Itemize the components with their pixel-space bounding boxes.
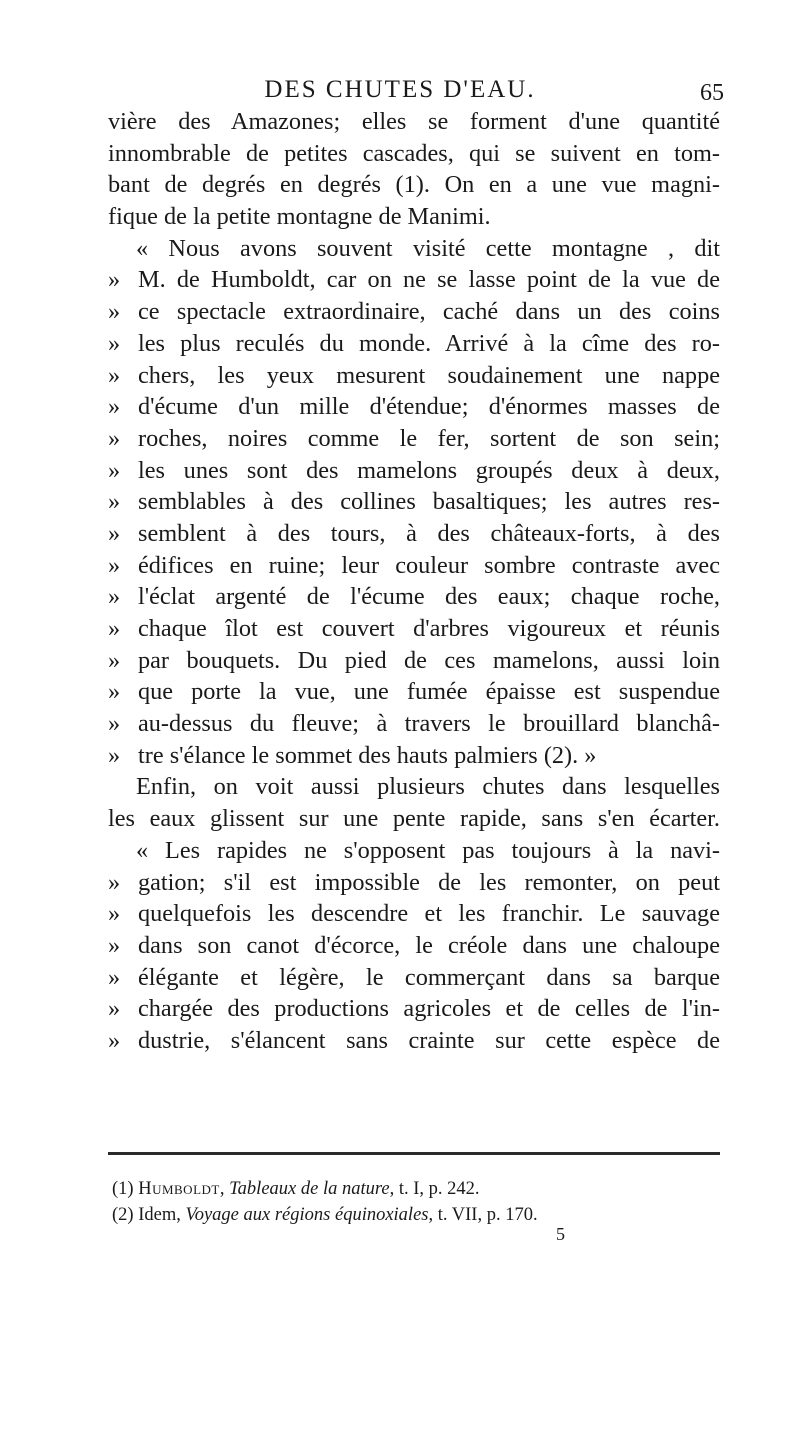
running-head: DES CHUTES D'EAU. [264, 76, 536, 103]
footnote-author: Idem [138, 1205, 177, 1225]
quote-mark: » [108, 393, 121, 421]
quote-mark: » [108, 963, 121, 991]
footnotes [112, 1176, 732, 1228]
footnote-reference: , t. I, p. 242. [389, 1179, 480, 1199]
quote-text: M. de Humboldt, car on ne se lasse point de la vue de [138, 266, 720, 294]
quote-mark: » [108, 741, 121, 769]
footnote-reference: , t. VII, p. 170. [428, 1205, 538, 1225]
quote-text: les plus reculés du monde. Arrivé à la cîme des ro- [138, 329, 720, 357]
quote-mark: » [108, 1026, 121, 1054]
quote-line [108, 581, 720, 613]
quote-line [108, 328, 720, 360]
quote-mark: » [108, 361, 121, 389]
quote-text: dans son canot d'écorce, le créole dans une chaloupe [138, 931, 720, 959]
quote-mark: » [108, 329, 121, 357]
footnote-title: Tableaux de la nature [229, 1179, 390, 1199]
quote-opening-line: « Les rapides ne s'opposent pas toujours à la navi- [136, 836, 720, 864]
quote-text: roches, noires comme le fer, sortent de son sein; [138, 424, 720, 452]
footnote-2 [112, 1202, 732, 1228]
quote-line [108, 550, 720, 582]
quote-mark: » [108, 615, 121, 642]
quote-text: au-dessus du fleuve; à travers le brouillard blanchâ- [138, 710, 720, 738]
quote-mark: » [108, 583, 121, 611]
quote-text: les unes sont des mamelons groupés deux à deux, [138, 456, 720, 484]
page-number: 65 [700, 80, 724, 106]
quote-mark: » [108, 931, 121, 959]
quote-mark: » [108, 456, 121, 484]
footnote-author: Humboldt [138, 1179, 220, 1199]
text-line: vière des Amazones; elles se forment d'une quantité [108, 108, 720, 135]
quote-mark: » [108, 551, 121, 579]
quote-mark: » [108, 298, 121, 326]
quote-line [108, 867, 720, 899]
quote-text: tre s'élance le sommet des hauts palmiers (2). » [138, 741, 597, 769]
quote-mark: » [108, 424, 121, 452]
quote-text: semblables à des collines basaltiques; les autres res- [138, 488, 720, 516]
main-text [108, 106, 720, 1057]
quote-line [108, 455, 720, 487]
quote-text: édifices en ruine; leur couleur sombre contraste avec [138, 551, 720, 579]
footnote-number: (1) [112, 1179, 134, 1199]
quote-line [108, 676, 720, 708]
quote-text: par bouquets. Du pied de ces mamelons, aussi loin [138, 646, 720, 674]
quote-text: chaque îlot est couvert d'arbres vigoureux et réunis [138, 615, 720, 642]
quote-line [108, 391, 720, 423]
quote-mark: » [108, 646, 121, 674]
quote-line [108, 930, 720, 962]
footnote-separator: , [219, 1179, 225, 1199]
quote-opening-line: « Nous avons souvent visité cette montagne , dit [136, 234, 720, 262]
quote-line [108, 898, 720, 930]
quote-text: gation; s'il est impossible de les remonter, on peut [138, 868, 720, 896]
quote-text: semblent à des tours, à des châteaux-forts, à des [138, 519, 720, 547]
quote-line [108, 1025, 720, 1057]
quote-mark: » [108, 995, 121, 1023]
text-line: fique de la petite montagne de Manimi. [108, 203, 491, 231]
quote-text: l'éclat argenté de l'écume des eaux; chaque roche, [138, 583, 720, 611]
footnote-divider [108, 1152, 720, 1155]
footnote-title: Voyage aux régions équinoxiales [185, 1205, 429, 1225]
quote-text: d'écume d'un mille d'étendue; d'énormes masses de [138, 393, 720, 421]
quote-mark: » [108, 519, 121, 547]
footnote-1 [112, 1176, 732, 1202]
quote-line [108, 518, 720, 550]
footnote-number: (2) [112, 1205, 134, 1225]
quote-line [108, 360, 720, 392]
quote-line [108, 708, 720, 740]
quote-line [108, 740, 720, 772]
quote-text: élégante et légère, le commerçant dans sa barque [138, 963, 720, 991]
signature-mark: 5 [556, 1224, 565, 1244]
quote-text: que porte la vue, une fumée épaisse est suspendue [138, 678, 720, 706]
quote-mark: » [108, 868, 121, 896]
quote-mark: » [108, 678, 121, 706]
quote-mark: » [108, 488, 121, 516]
quote-text: dustrie, s'élancent sans crainte sur cette espèce de [138, 1026, 720, 1054]
quote-mark: » [108, 710, 121, 738]
quote-line [108, 486, 720, 518]
quote-line [108, 423, 720, 455]
text-line: bant de degrés en degrés (1). On en a une vue magni- [108, 171, 720, 199]
quote-line [108, 613, 720, 645]
quote-line [108, 993, 720, 1025]
footnote-separator: , [176, 1205, 181, 1225]
quote-text: chers, les yeux mesurent soudainement une nappe [138, 361, 720, 389]
quote-mark: » [108, 266, 121, 294]
quote-text: quelquefois les descendre et les franchir. Le sauvage [138, 900, 720, 928]
quote-line [108, 296, 720, 328]
quote-text: chargée des productions agricoles et de celles de l'in- [138, 995, 720, 1023]
quote-mark: » [108, 900, 121, 928]
quote-line [108, 962, 720, 994]
quote-text: ce spectacle extraordinaire, caché dans un des coins [138, 298, 720, 326]
text-line: Enfin, on voit aussi plusieurs chutes dans lesquelles [136, 773, 720, 801]
quote-line [108, 264, 720, 296]
quote-line [108, 645, 720, 677]
text-line: les eaux glissent sur une pente rapide, sans s'en écarter. [108, 805, 720, 833]
text-line: innombrable de petites cascades, qui se suivent en tom- [108, 139, 720, 167]
